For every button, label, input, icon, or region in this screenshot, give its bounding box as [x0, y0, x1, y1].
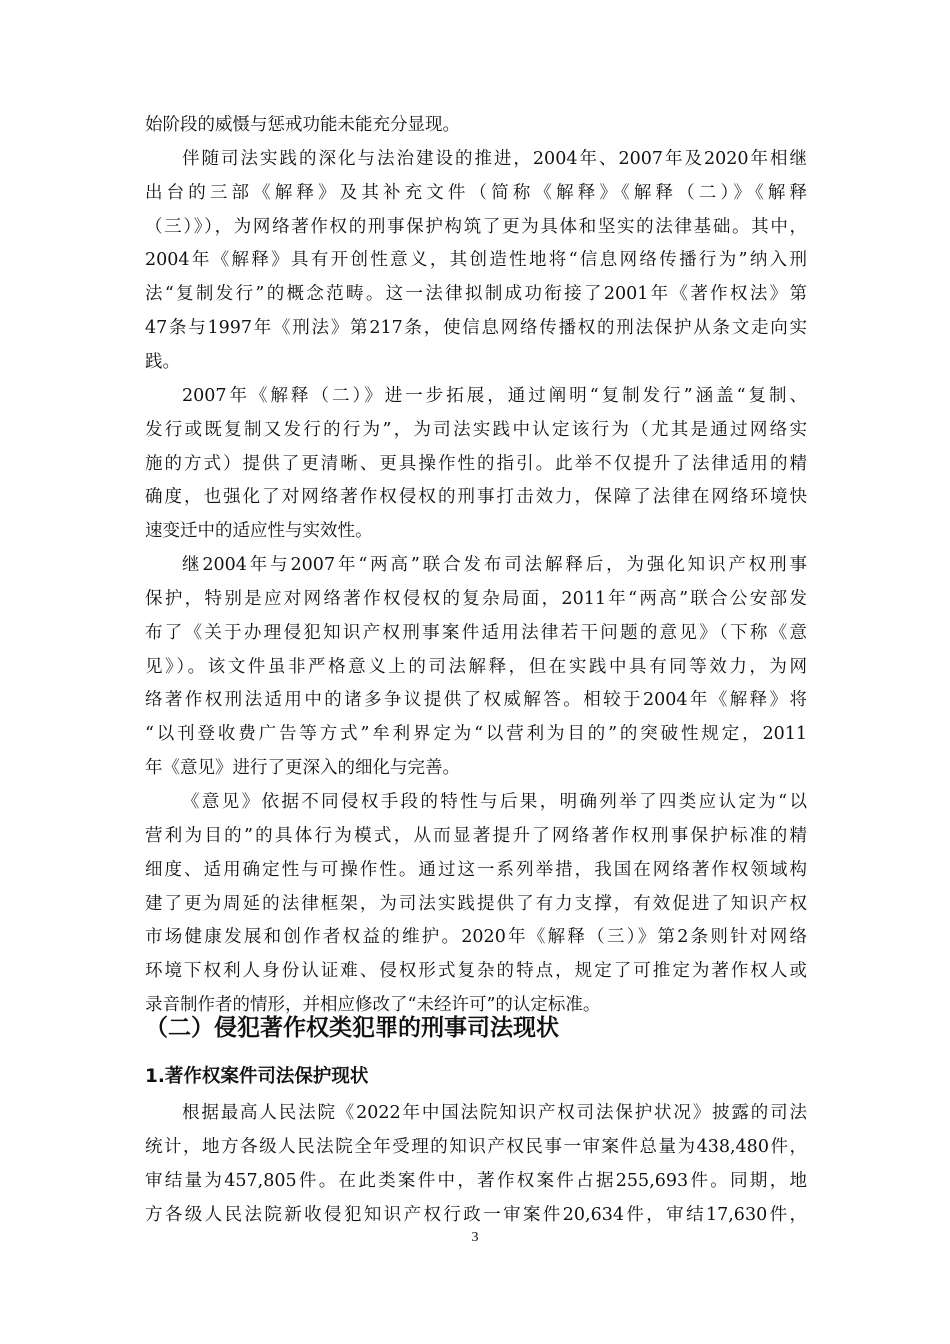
paragraph-line: 践。 — [145, 352, 180, 372]
paragraph-line: 保护，特别是应对网络著作权侵权的复杂局面，2011年“两高”联合公安部发 — [145, 589, 807, 609]
paragraph-line: 根据最高人民法院《2022年中国法院知识产权司法保护状况》披露的司法 — [182, 1103, 807, 1123]
paragraph-line: 施的方式）提供了更清晰、更具操作性的指引。此举不仅提升了法律适用的精 — [145, 454, 807, 474]
section-heading: （二）侵犯著作权类犯罪的刑事司法现状 — [145, 1015, 559, 1041]
paragraph-line: 确度，也强化了对网络著作权侵权的刑事打击效力，保障了法律在网络环境快 — [145, 487, 807, 507]
paragraph-line: “以刊登收费广告等方式”牟利界定为“以营利为目的”的突破性规定，2011 — [145, 724, 807, 744]
paragraph-line: 速变迁中的适应性与实效性。 — [145, 521, 373, 541]
paragraph-line: 建了更为周延的法律框架，为司法实践提供了有力支撑，有效促进了知识产权 — [145, 894, 807, 914]
paragraph-line: 市场健康发展和创作者权益的维护。2020年《解释（三）》第2条则针对网络 — [145, 927, 807, 947]
paragraph-line: 统计，地方各级人民法院全年受理的知识产权民事一审案件总量为438,480件， — [145, 1137, 807, 1157]
subsection-heading: 1.著作权案件司法保护现状 — [145, 1066, 369, 1087]
paragraph-line: 发行或既复制又发行的行为”，为司法实践中认定该行为（尤其是通过网络实 — [145, 420, 807, 440]
paragraph-line: 2004年《解释》具有开创性意义，其创造性地将“信息网络传播行为”纳入刑 — [145, 250, 807, 270]
paragraph-line: 细度、适用确定性与可操作性。通过这一系列举措，我国在网络著作权领域构 — [145, 860, 807, 880]
paragraph-line: 络著作权刑法适用中的诸多争议提供了权威解答。相较于2004年《解释》将 — [145, 690, 807, 710]
paragraph-line: 继2004年与2007年“两高”联合发布司法解释后，为强化知识产权刑事 — [182, 555, 807, 575]
paragraph-line: 47条与1997年《刑法》第217条，使信息网络传播权的刑法保护从条文走向实 — [145, 318, 807, 338]
paragraph-line: 布了《关于办理侵犯知识产权刑事案件适用法律若干问题的意见》（下称《意 — [145, 623, 807, 643]
paragraph-line: 始阶段的威慑与惩戒功能未能充分显现。 — [145, 115, 460, 135]
paragraph-line: 方各级人民法院新收侵犯知识产权行政一审案件20,634件，审结17,630件， — [145, 1205, 807, 1225]
paragraph-line: 录音制作者的情形，并相应修改了“未经许可”的认定标准。 — [145, 995, 601, 1015]
page-number: 3 — [471, 1230, 479, 1245]
paragraph-line: 见》）。该文件虽非严格意义上的司法解释，但在实践中具有同等效力，为网 — [145, 657, 807, 677]
paragraph-line: 伴随司法实践的深化与法治建设的推进，2004年、2007年及2020年相继 — [182, 149, 807, 169]
paragraph-line: 法“复制发行”的概念范畴。这一法律拟制成功衔接了2001年《著作权法》第 — [145, 284, 807, 304]
paragraph-line: 年《意见》进行了更深入的细化与完善。 — [145, 758, 460, 778]
paragraph-line: 审结量为457,805件。在此类案件中，著作权案件占据255,693件。同期，地 — [145, 1171, 807, 1191]
paragraph-line: 营利为目的”的具体行为模式，从而显著提升了网络著作权刑事保护标准的精 — [145, 826, 807, 846]
paragraph-line: 环境下权利人身份认证难、侵权形式复杂的特点，规定了可推定为著作权人或 — [145, 961, 807, 981]
paragraph-line: 2007年《解释（二）》进一步拓展，通过阐明“复制发行”涵盖“复制、 — [182, 386, 807, 406]
paragraph-line: （三）》），为网络著作权的刑事保护构筑了更为具体和坚实的法律基础。其中， — [145, 217, 807, 237]
paragraph-line: 《意见》依据不同侵权手段的特性与后果，明确列举了四类应认定为“以 — [182, 792, 807, 812]
paragraph-line: 出台的三部《解释》及其补充文件（简称《解释》《解释（二）》《解释 — [145, 183, 807, 203]
